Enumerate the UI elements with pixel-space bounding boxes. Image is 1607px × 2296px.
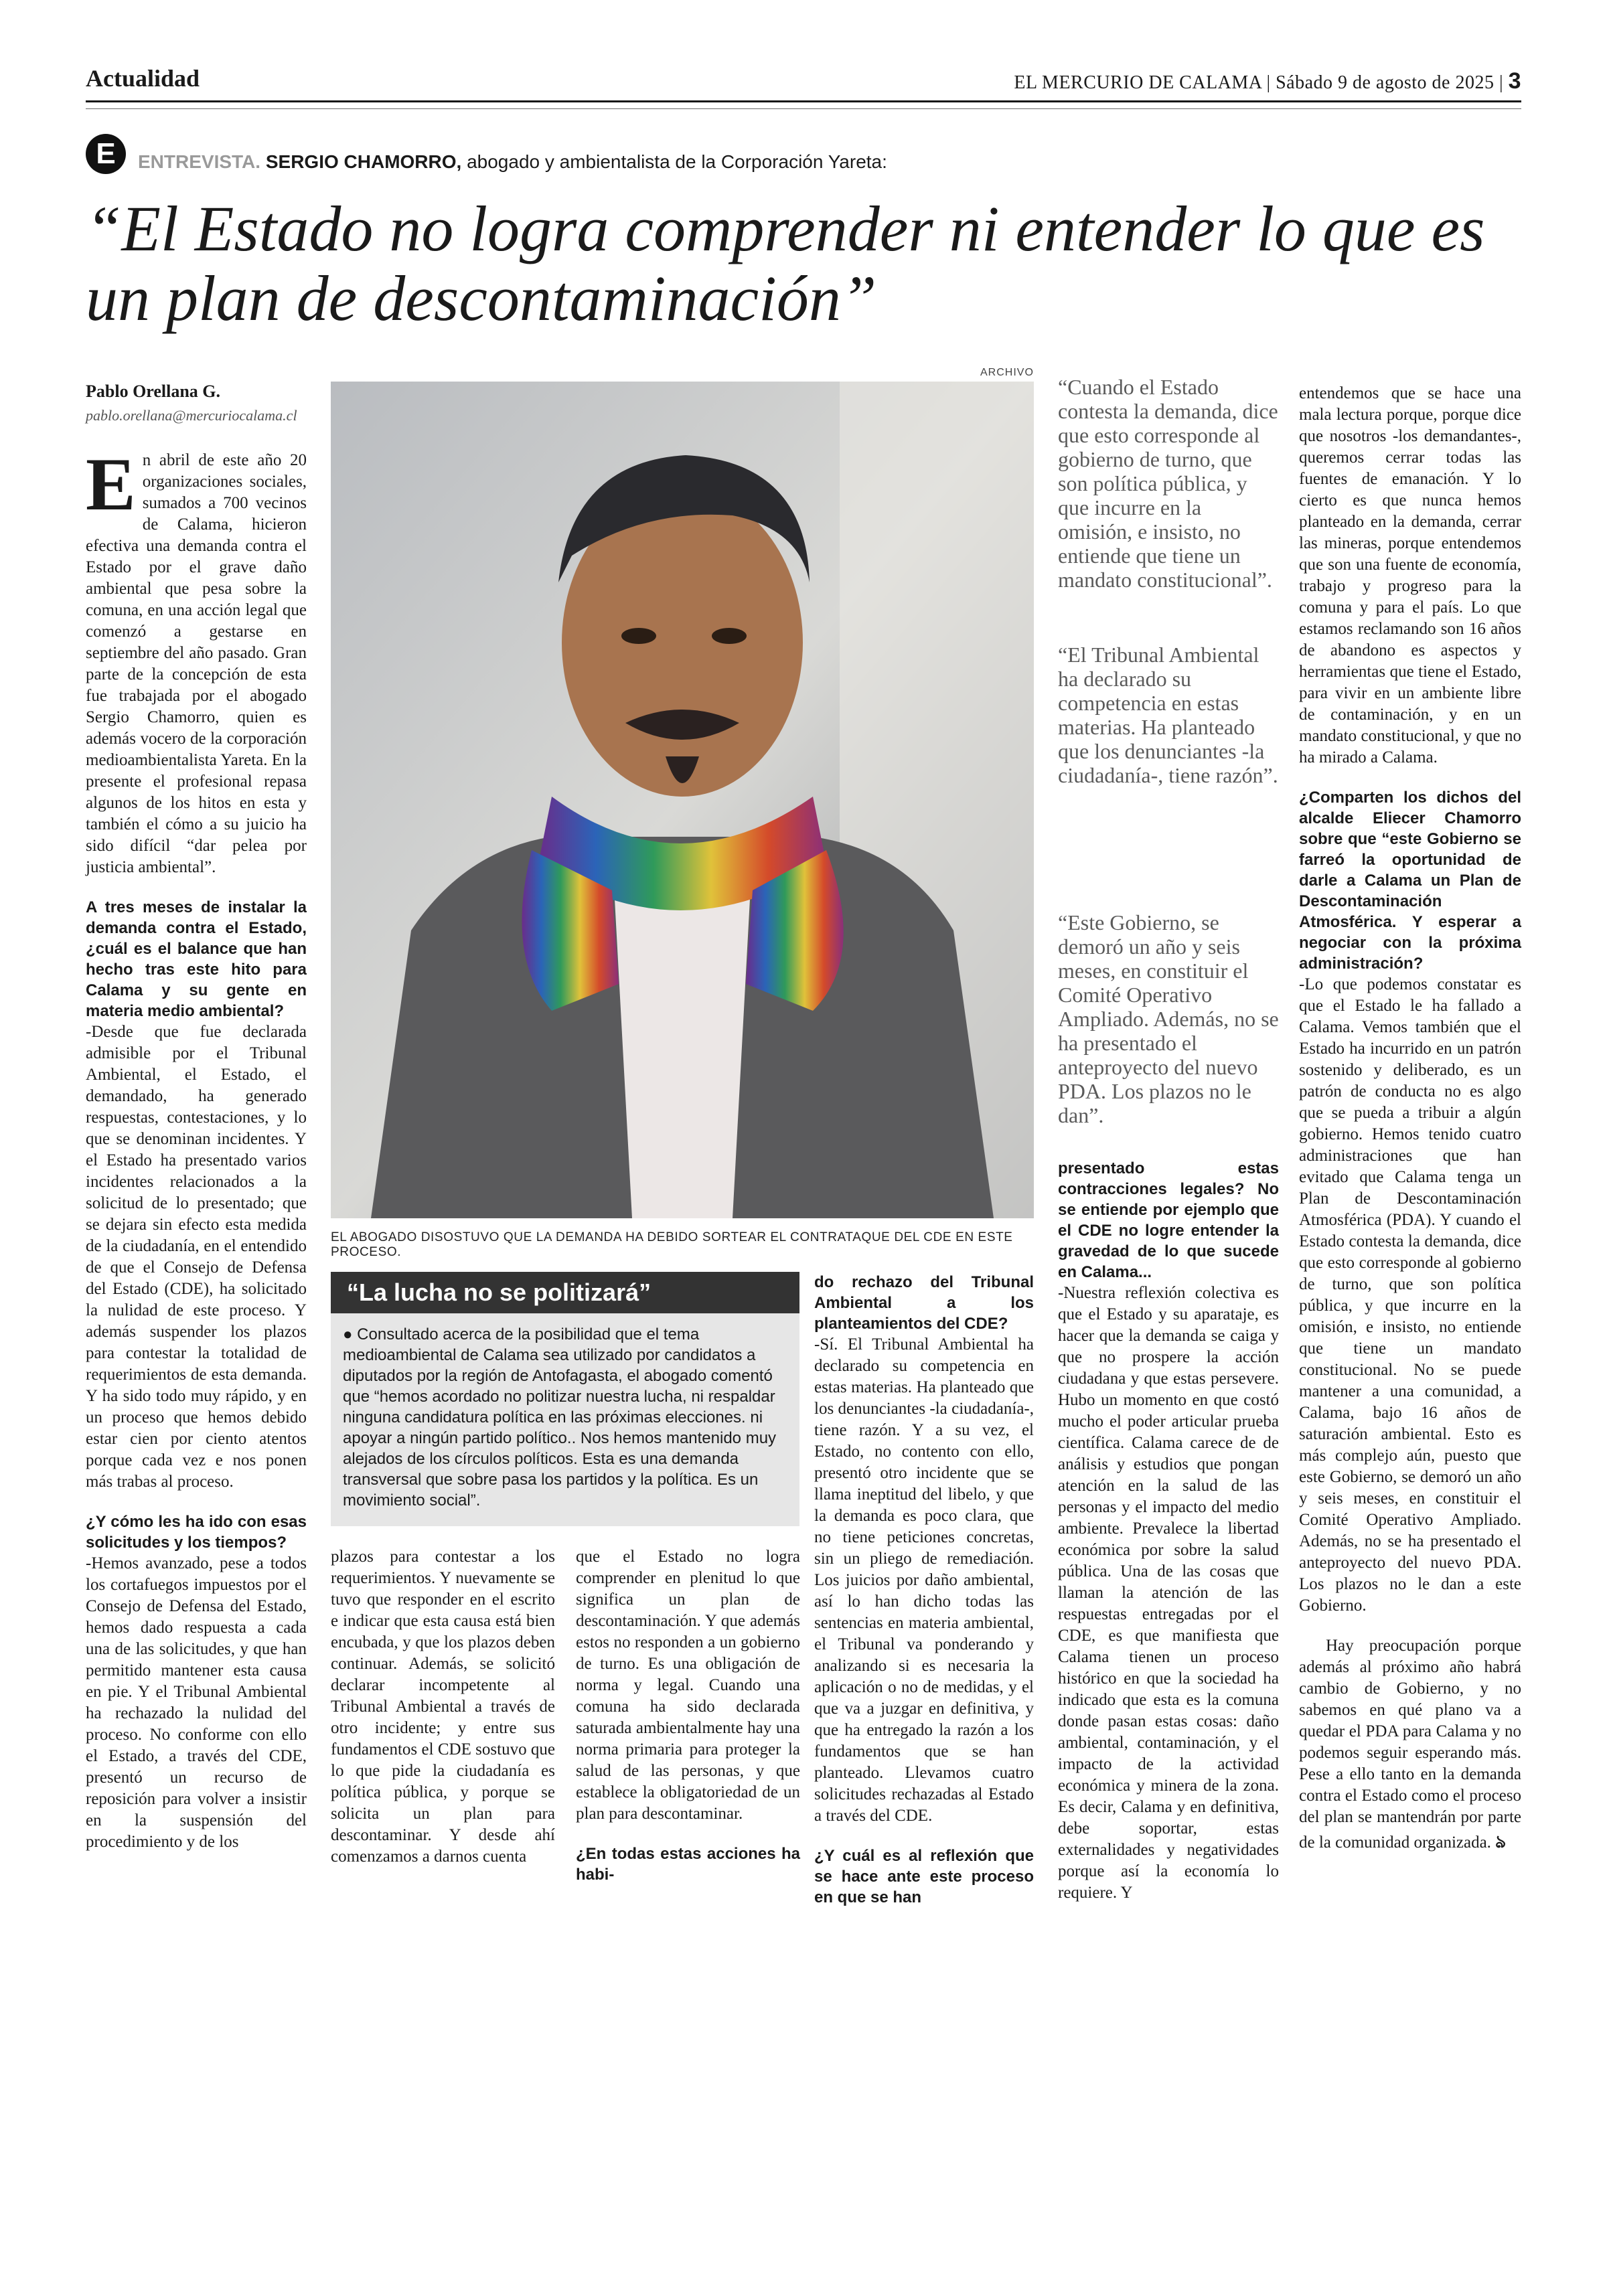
- interviewee-name: SERGIO CHAMORRO,: [265, 151, 462, 172]
- drop-cap: E: [86, 443, 136, 526]
- pull-quote-2: “El Tribunal Ambiental ha declarado su competencia en estas materias. Ha planteado que los denunciantes -la ciudadanía-, tiene razón”.: [1058, 643, 1278, 787]
- section-label: Actualidad: [86, 65, 200, 92]
- byline-author: Pablo Orellana G.: [86, 382, 221, 401]
- end-mark: ঌ: [1495, 1831, 1506, 1852]
- answer-4: -Nuestra reflexión colectiva es que el Estado y su aparataje, es hacer que la demanda se caiga y que no prospere la acción ciudadana y que estas persevere. Hubo un momento en que costó mucho el poder articular prueba científica. Calama carece de de análisis y estudios que pongan atención en la salud de las personas y el impacto del medio ambiente. Prevalece la libertad económica por sobre la salud pública. Una de las cosas que llaman la atención de las respuestas entregadas por el CDE, es que manifiesta que Calama tienen un proceso histórico en que la sociedad ha indicado que esta es la comuna donde pasan estas cosas: daño ambiental, contaminación, y el impacto de la actividad económica y minera de la zona. Es decir, Calama y en definitiva, debe soportar, estas externalidades y negatividades porque así la economía lo requiere. Y: [1058, 1284, 1279, 1902]
- header-rule: [86, 100, 1521, 102]
- question-3-end: do rechazo del Tribunal Ambiental a los planteamientos del CDE?: [814, 1273, 1034, 1333]
- question-1: A tres meses de instalar la demanda contra el Estado, ¿cuál es el balance que han hecho tras este hito para Calama y su gente en materia medio ambiental?: [86, 898, 307, 1020]
- question-3-start: ¿En todas estas acciones ha habi-: [576, 1845, 800, 1884]
- issue-date: | Sábado 9 de agosto de 2025 |: [1266, 72, 1504, 93]
- answer-3: -Sí. El Tribunal Ambiental ha declarado su competencia en estas materias. Ha planteado que los denunciantes -la ciudadanía-, tiene razón. Y a su vez, el Estado, no contento con ello, presentó otro incidente que se llama ineptitud del libelo, y que la demanda es poco clara, que no tiene peticiones concretas, sin un pliego de remediación. Los juicios por daño ambiental, así lo han dicho todas las sentencias en materia ambiental, el Tribunal va ponderando y analizando si es necesaria la aplicación o no de medidas, y el que va a juzgar en definitiva, y que ha entregado la razón a los fundamentos que se han planteado. Llevamos cuatro solicitudes rechazadas al Estado a través del CDE.: [814, 1335, 1034, 1825]
- answer-2: -Hemos avanzado, pese a todos los cortafuegos impuestos por el Consejo de Defensa del Estado, hemos dado respuesta a cada una de las solicitudes, y que han permitido mantener esta causa en pie. Y el Tribunal Ambiental ha rechazado la nulidad del proceso. No conforme con ello el Estado, a través del CDE, presentó un recurso de reposición para volver a insistir en la suspensión del procedimiento y de los: [86, 1554, 307, 1851]
- final-paragraph: Hay preocupación porque además al próximo año habrá cambio de Gobierno, y no sabemos en qué plano va a quedar el PDA para Calama y no podemos seguir esperando más. Pese a ello tanto en la demanda contra el Estado como el proceso del plan se mantendrán por parte de la comunidad organizada.: [1299, 1637, 1521, 1852]
- header-rule-thin: [86, 108, 1521, 109]
- headline: “El Estado no logra comprender ni entender lo que es un plan de descontaminación”: [86, 193, 1485, 334]
- column-4: [814, 1272, 1034, 1908]
- newspaper-name: EL MERCURIO DE CALAMA: [1014, 72, 1261, 93]
- answer-5-final: [1299, 1635, 1521, 1858]
- question-4-end: presentado estas contracciones legales? No se entiende por ejemplo que el CDE no logre entender la gravedad de lo que sucede en Calama...: [1058, 1159, 1279, 1281]
- column-6: [1299, 383, 1521, 1858]
- column-3-text: que el Estado no logra comprender en plenitud lo que significa un plan de descontaminación. Y que además estos no responden a un gobierno de turno. Es una obligación de norma y legal. Cuando una comuna ha sido declarada saturada ambientalmente hay una norma primaria para proteger la salud de las personas, y que establece la obligatoriedad de un plan para descontaminar.: [576, 1548, 800, 1823]
- portrait-photo: [331, 382, 1034, 1218]
- pull-quote-3: “Este Gobierno, se demoró un año y seis meses, en constituir el Comité Operativo Ampliado. Además, no se ha presentado el anteproyecto del nuevo PDA. Los plazos no le dan”.: [1058, 910, 1279, 1127]
- column-5: [1058, 1158, 1279, 1904]
- intro-text: n abril de este año 20 organizaciones sociales, sumados a 700 vecinos de Calama, hicieron efectiva una demanda contra el Estado por el grave daño ambiental que pesa sobre la comuna, en una acción legal que comenzó a gestarse en septiembre del año pasado. Gran parte de la concepción de esta fue trabajada por el abogado Sergio Chamorro, quien es además vocero de la corporación medioambientalista Yareta. En la presente el profesional repasa algunos de los hitos en esta y también el cómo a su juicio ha sido difícil “dar pelea por justicia ambiental”.: [86, 451, 307, 876]
- question-4-start: ¿Y cuál es al reflexión que se hace ante este proceso en que se han: [814, 1847, 1034, 1906]
- column-2: [331, 1546, 555, 1868]
- byline-email[interactable]: pablo.orellana@mercuriocalama.cl: [86, 407, 297, 424]
- photo-caption: EL ABOGADO DISOSTUVO QUE LA DEMANDA HA DEBIDO SORTEAR EL CONTRATAQUE DEL CDE EN ESTE PROCESO.: [331, 1230, 1013, 1259]
- pull-quote-1: “Cuando el Estado contesta la demanda, dice que esto corresponde al gobierno de turno, que son política pública, y que incurre en la omisión, e insisto, no entiende que tiene un mandato constitucional”.: [1058, 375, 1278, 592]
- portrait-illustration: [331, 382, 1034, 1218]
- answer-5: -Lo que podemos constatar es que el Estado le ha fallado a Calama. Vemos también que el Estado ha incurrido en un patrón sostenido y deliberado, es un patrón de conducta no es algo que se pueda a tribuir a algún gobierno. Hemos tenido cuatro administraciones que han evitado que Calama tenga un Plan de Descontaminación Atmosférica (PDA). Y cuando el Estado contesta la demanda, dice que esto corresponde al gobierno de turno, que son política pública, y que incurre en la omisión, e insisto, no entiende que tiene un mandato constitucional. No se puede mantener a una comunidad, a Calama, bajo 16 años de saturación ambiental. Esto es más complejo aún, puesto que este Gobierno, se demoró un año y seis meses, en constituir el Comité Operativo Ampliado. Además, no se ha presentado el anteproyecto del nuevo PDA. Los plazos no le dan a este Gobierno.: [1299, 975, 1521, 1615]
- answer-1: -Desde que fue declarada admisible por el Tribunal Ambiental, el Estado, el demandado, ha generado respuestas, contestaciones, y lo que se denominan incidentes. Y el Estado ha presentado varios incidentes relacionados a la solicitud de lo presentado; que se dejara sin efecto esta medida de la ciudadanía, en el entendido de que el Consejo de Defensa del Estado (CDE), ha solicitado la nulidad de este proceso. Y además suspender los plazos para contestar la totalidad de requerimientos de esta demanda. Y ha sido todo muy rápido, y en un proceso que hemos debido estar cien por ciento atentos porque cada vez e nos ponen más trabas al proceso.: [86, 1023, 307, 1491]
- masthead: [1014, 68, 1521, 94]
- kicker: [138, 151, 887, 173]
- intro-paragraph: [86, 443, 307, 878]
- sidebar-box-title: “La lucha no se politizará”: [331, 1272, 799, 1313]
- sidebar-box-text: ● Consultado acerca de la posibilidad que el tema medioambiental de Calama sea utilizado por candidatos a diputados por la región de Antofagasta, el abogado comentó que “hemos acordado no politizar nuestra lucha, ni respaldar ninguna candidatura política en las próximas elecciones. ni apoyar a ningún partido político.. Nos hemos mantenido muy alejados de los círculos políticos. Esta es una demanda transversal que sobre pasa los partidos y la política. Es un movimiento social”.: [343, 1325, 777, 1509]
- photo-credit: ARCHIVO: [980, 367, 1034, 378]
- page-number: 3: [1508, 68, 1521, 94]
- kicker-label: ENTREVISTA.: [138, 151, 261, 172]
- answer-4-cont: entendemos que se hace una mala lectura porque, porque dice que nosotros -los demandantes-, queremos cerrar todas las fuentes de emanación. Y lo cierto es que nunca hemos planteado en la demanda, cerrar las mineras, porque entendemos que son una fuente de economía, trabajo y progreso para la comuna y para el país. Lo que estamos reclamando son 16 años de abandono es aspectos y herramientas que tiene el Estado, para vivir en un ambiente libre de contaminación, y en un mandato constitucional, y que no ha mirado a Calama.: [1299, 384, 1521, 766]
- column-3: [576, 1546, 800, 1885]
- interviewee-role: abogado y ambientalista de la Corporación Yareta:: [467, 151, 887, 172]
- section-badge: E: [86, 134, 126, 174]
- column-2-text: plazos para contestar a los requerimientos. Y nuevamente se tuvo que responder en el escrito e indicar que esta causa está bien encubada, y que los plazos deben continuar. Además, se solicitó declarar incompetente al Tribunal Ambiental a través de otro incidente; y entre sus fundamentos el CDE sostuvo que lo que pide la ciudadanía es política pública, y porque se solicita un plan para descontaminar. Y desde ahí comenzamos a darnos cuenta: [331, 1548, 555, 1866]
- column-1: [86, 443, 307, 1853]
- question-2: ¿Y cómo les ha ido con esas solicitudes y los tiempos?: [86, 1513, 307, 1552]
- question-5: ¿Comparten los dichos del alcalde Eliecer Chamorro sobre que “este Gobierno se farreó la oportunidad de darle a Calama un Plan de Descontaminación Atmosférica. Y esperar a negociar con la próxima administración?: [1299, 789, 1521, 973]
